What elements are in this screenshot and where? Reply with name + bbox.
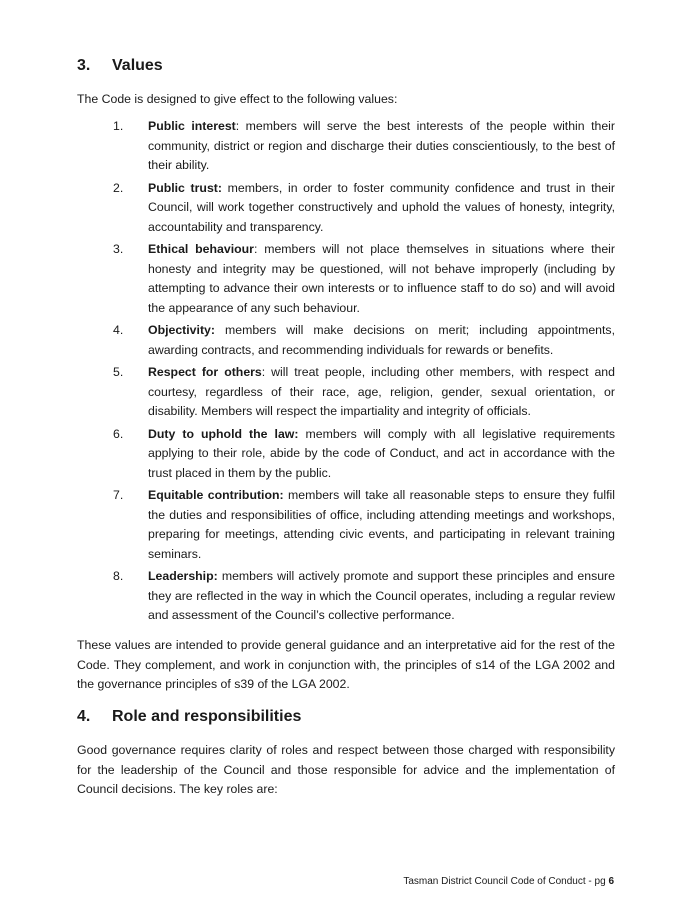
value-item-number: 2. xyxy=(113,180,124,195)
section-3-closing: These values are intended to provide general guidance and an interpretative aid for the rest of the Code. They complement, and work in conjunction with, the principles of s14 of the LGA 2002 and the governance principles of s39 of the LGA 2002. xyxy=(77,638,615,691)
value-item xyxy=(77,486,615,564)
section-3-title: Values xyxy=(112,57,163,74)
value-item xyxy=(77,179,615,238)
values-list xyxy=(77,117,615,629)
section-4-title: Role and responsibilities xyxy=(112,708,302,725)
value-item-text: members will actively promote and support these principles and ensure they are reflected in the way in which the Council operates, including a regular review and assessment of the Council’s collective performance. xyxy=(148,569,615,622)
value-item-text: : members will not place themselves in situations where their honesty and integrity may be questioned, will not behave improperly (including by attempting to advance their own interests or to influence staff to do so) and will avoid the appearance of any such behaviour. xyxy=(148,242,615,315)
value-item-term: Public interest xyxy=(148,119,236,133)
value-item xyxy=(77,240,615,318)
footer-title: Tasman District Council Code of Conduct - pg xyxy=(403,876,609,887)
value-item-number: 7. xyxy=(113,488,124,502)
value-item-number: 1. xyxy=(113,119,124,133)
value-item-term: Duty to uphold the law: xyxy=(148,426,299,441)
value-item-number: 8. xyxy=(113,569,124,583)
value-item xyxy=(77,425,615,484)
value-item-text: members, in order to foster community confidence and trust in their Council, will work together constructively and uphold the values of honesty, integrity, accountability and transparency. xyxy=(148,180,616,234)
value-item-term: Equitable contribution: xyxy=(148,488,284,502)
value-item xyxy=(77,117,615,176)
value-item xyxy=(77,363,615,422)
value-item-number: 6. xyxy=(113,426,124,441)
value-item-text: members will take all reasonable steps to ensure they fulfil the duties and responsibilities of office, including attending meetings and workshops, preparing for meetings, attending civic events, and participating in relevant training seminars. xyxy=(148,488,615,561)
value-item-number: 3. xyxy=(113,242,124,256)
section-3-intro: The Code is designed to give effect to the following values: xyxy=(77,92,398,106)
value-item-term: Objectivity: xyxy=(148,323,215,337)
footer-page-number: 6 xyxy=(608,876,614,887)
value-item xyxy=(77,321,615,360)
value-item-number: 5. xyxy=(113,365,124,379)
value-item-text: : members will serve the best interests of the people within their community, district or region and discharge their duties conscientiously, to the best of their ability. xyxy=(148,119,616,172)
section-4-heading xyxy=(77,708,301,726)
section-3-heading xyxy=(77,57,163,75)
section-4-number: 4. xyxy=(77,708,91,725)
section-4-intro: Good governance requires clarity of roles and respect between those charged with responsibility for the leadership of the Council and those responsible for advice and the implementation of Council decisions. The key roles are: xyxy=(77,743,615,796)
value-item-text: : will treat people, including other members, with respect and courtesy, regardless of their race, age, religion, gender, sexual orientation, or disability. Members will respect the impartiality and integrity of officials. xyxy=(148,365,615,418)
value-item-text: members will comply with all legislative requirements applying to their role, abide by the code of Conduct, and act in accordance with the trust placed in them by the public. xyxy=(148,426,616,480)
value-item xyxy=(77,567,615,626)
value-item-number: 4. xyxy=(113,323,124,337)
value-item-term: Leadership: xyxy=(148,569,218,583)
value-item-term: Public trust: xyxy=(148,180,222,195)
page-footer xyxy=(403,876,614,887)
value-item-term: Ethical behaviour xyxy=(148,242,254,256)
value-item-text: members will make decisions on merit; including appointments, awarding contracts, and recommending individuals for rewards or benefits. xyxy=(148,323,615,357)
value-item-term: Respect for others xyxy=(148,365,262,379)
section-3-number: 3. xyxy=(77,57,91,74)
